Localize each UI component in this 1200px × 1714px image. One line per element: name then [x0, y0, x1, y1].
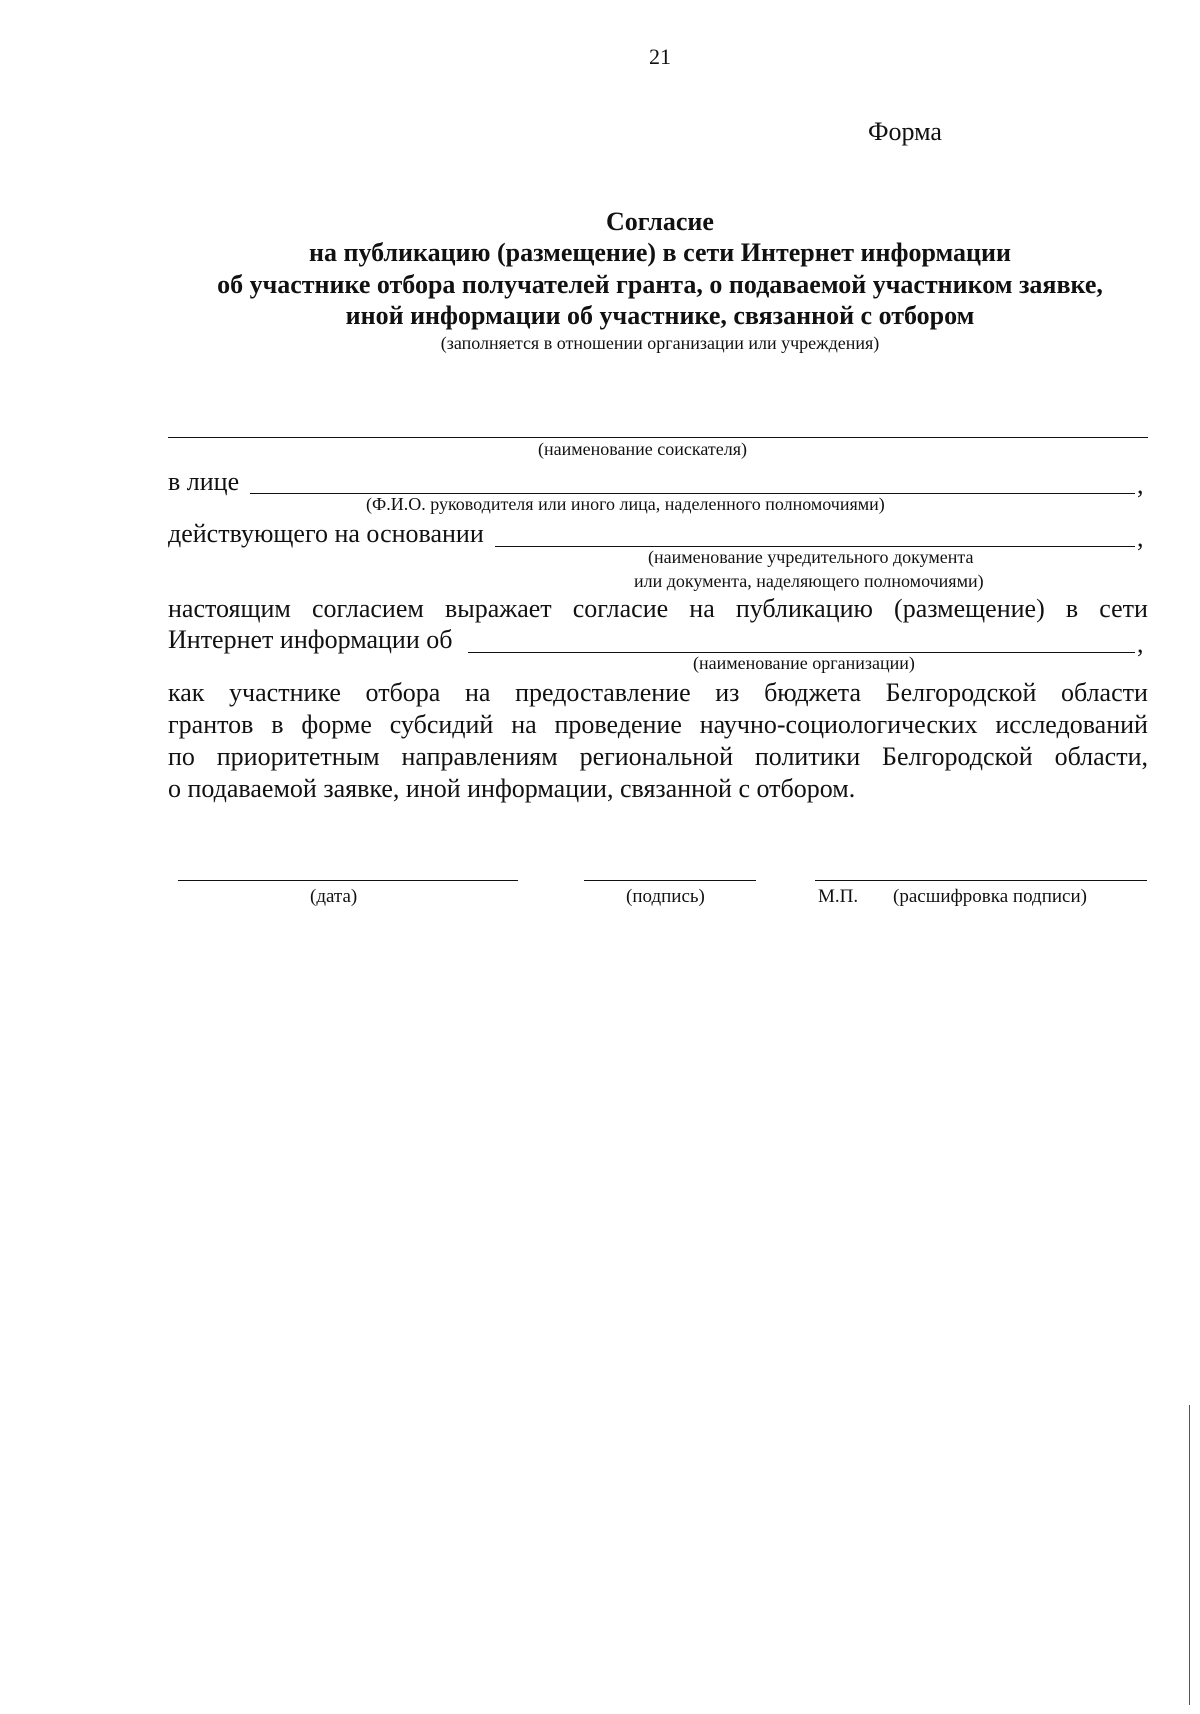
signature-field [584, 880, 756, 881]
body-line-3 [168, 742, 1148, 772]
document-title: Согласие [606, 207, 714, 236]
word: на [511, 710, 537, 739]
word: бюджета [764, 678, 862, 707]
word: предоставление [515, 678, 691, 707]
consent-line-1 [168, 594, 1148, 624]
word: приоритетным [216, 742, 380, 771]
word: грантов [168, 710, 254, 739]
word: на [689, 594, 715, 623]
in-person-label: в лице [168, 467, 240, 496]
decode-caption: (расшифровка подписи) [893, 886, 1087, 907]
signature-caption: (подпись) [626, 886, 705, 907]
date-caption: (дата) [310, 886, 358, 907]
title-note: (заполняется в отношении организации или учреждения) [440, 333, 880, 353]
word: (размещение) [894, 594, 1045, 623]
word: на [464, 678, 491, 707]
word: как [168, 678, 205, 707]
word: в [271, 710, 284, 739]
body-line-2 [168, 710, 1148, 740]
applicant-name-field [168, 437, 1148, 438]
word: отбора [365, 678, 441, 707]
word: выражает [444, 594, 552, 623]
body-line-4: о подаваемой заявке, иной информации, связанной с отбором. [168, 774, 856, 803]
form-label: Форма [868, 117, 942, 146]
date-field [178, 880, 518, 881]
word: направлениям [401, 742, 558, 771]
word: области, [1054, 742, 1148, 771]
word: в [1065, 594, 1079, 623]
word: по [168, 742, 195, 771]
word: политики [754, 742, 861, 771]
acting-comma: , [1137, 523, 1144, 552]
word: научно-социологических [699, 710, 978, 739]
word: согласием [311, 594, 424, 623]
word: исследований [995, 710, 1148, 739]
title-line-3: об участнике отбора получателей гранта, о подаваемой участником заявке, [217, 270, 1103, 299]
word: участнике [229, 678, 341, 707]
acting-label: действующего на основании [168, 519, 484, 548]
acting-caption-line2: или документа, наделяющего полномочиями) [634, 571, 984, 591]
word: настоящим [168, 594, 291, 623]
word: субсидий [389, 710, 494, 739]
word: сети [1099, 594, 1148, 623]
info-label: Интернет информации об [168, 625, 453, 654]
word: согласие [572, 594, 669, 623]
word: Белгородской [885, 678, 1037, 707]
title-line-4: иной информации об участнике, связанной с отбором [345, 301, 975, 330]
title-line-2: на публикацию (размещение) в сети Интернет информации [309, 238, 1011, 267]
word: области [1061, 678, 1148, 707]
organization-caption: (наименование организации) [693, 653, 915, 673]
signature-decode-field [815, 880, 1147, 881]
page-number: 21 [649, 44, 671, 69]
scan-margin-mark [1189, 1405, 1190, 1705]
word: проведение [554, 710, 682, 739]
org-comma: , [1137, 629, 1144, 658]
word: региональной [579, 742, 734, 771]
word: форме [301, 710, 372, 739]
in-person-caption: (Ф.И.О. руководителя или иного лица, наделенного полномочиями) [366, 494, 885, 514]
in-person-comma: , [1137, 470, 1144, 499]
word: из [715, 678, 740, 707]
body-line-1 [168, 678, 1148, 708]
word: Белгородской [882, 742, 1033, 771]
stamp-label: М.П. [818, 886, 859, 907]
acting-caption-line1: (наименование учредительного документа [648, 547, 974, 567]
word: публикацию [735, 594, 873, 623]
applicant-caption: (наименование соискателя) [538, 439, 747, 459]
